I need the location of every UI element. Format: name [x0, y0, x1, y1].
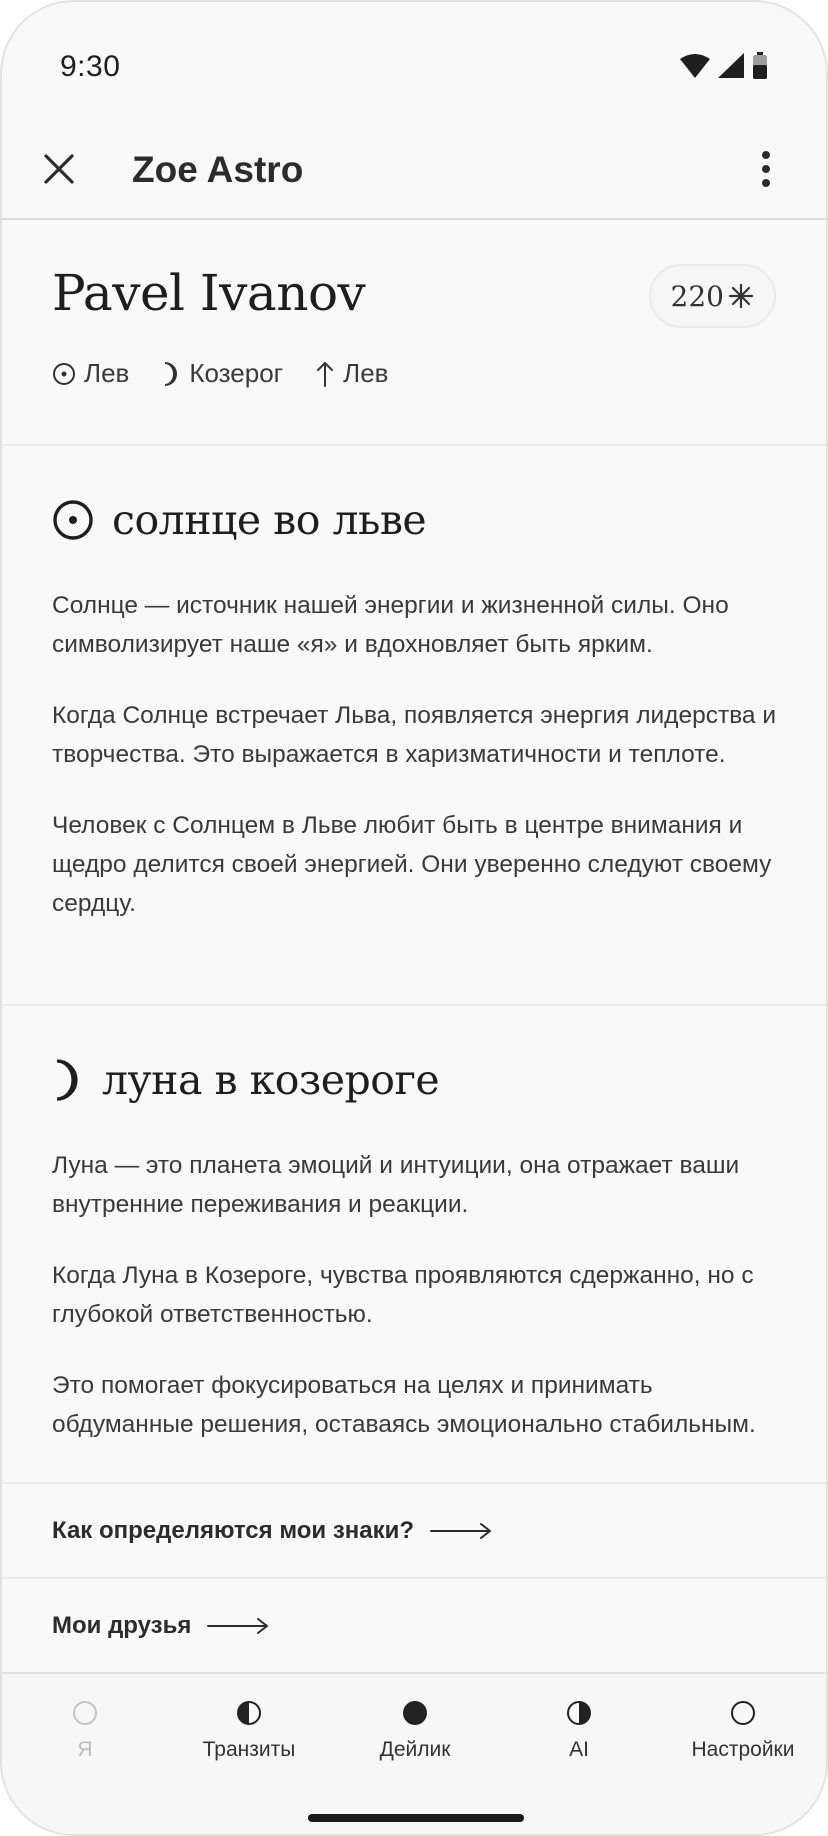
paragraph: Луна — это планета эмоций и интуиции, она отражает ваши внутренние переживания и реакции.: [52, 1152, 740, 1218]
sun-section: [2, 446, 826, 1006]
signs-row: [52, 358, 389, 389]
long-arrow-right-icon: [430, 1522, 492, 1540]
half-circle-icon: [236, 1700, 262, 1726]
status-bar: [2, 2, 826, 122]
paragraph: Когда Солнце встречает Льва, появляется энергия лидерства и творчества. Это выражается в харизматичности и теплоте.: [52, 702, 777, 768]
bottom-navigation: [2, 1672, 826, 1836]
nav-label-daily: Дейлик: [379, 1738, 451, 1761]
wifi-icon: [680, 53, 710, 79]
moon-section: [2, 1006, 826, 1482]
half-circle-right-icon: [566, 1700, 592, 1726]
battery-icon: [752, 52, 768, 80]
nav-label-me: Я: [77, 1738, 93, 1761]
sun-sign: [52, 358, 129, 389]
paragraph: Когда Луна в Козероге, чувства проявляются сдержанно, но с глубокой ответственностью.: [52, 1262, 754, 1328]
empty-circle-icon: [72, 1700, 98, 1726]
friends-link[interactable]: [2, 1577, 826, 1672]
friends-label: Мои друзья: [52, 1611, 192, 1639]
profile-header: [2, 220, 826, 446]
paragraph: Человек с Солнцем в Льве любит быть в центре внимания и щедро делится своей энергией. Они уверенно следуют своему сердцу.: [52, 812, 772, 917]
sun-symbol-icon: [52, 499, 94, 541]
app-title: Zoe Astro: [132, 149, 304, 190]
nav-item-transits[interactable]: [166, 1700, 332, 1780]
moon-sign: [161, 358, 283, 389]
nav-label-settings: Настройки: [691, 1738, 795, 1761]
how-signs-label: Как определяются мои знаки?: [52, 1516, 415, 1544]
filled-circle-icon: [402, 1700, 428, 1726]
sun-sign-label: Лев: [84, 358, 130, 388]
status-time: 9:30: [60, 50, 121, 83]
sun-section-title: солнце во льве: [112, 496, 427, 544]
nav-item-me[interactable]: [2, 1700, 168, 1780]
nav-item-daily[interactable]: [332, 1700, 498, 1780]
status-icons: [680, 52, 768, 80]
moon-sign-label: Козерог: [189, 358, 284, 388]
paragraph: Солнце — источник нашей энергии и жизненной силы. Оно символизирует наше «я» и вдохновляет быть ярким.: [52, 592, 729, 658]
how-signs-link[interactable]: [2, 1482, 826, 1577]
crescent-moon-icon: [161, 361, 181, 387]
sun-section-body: [52, 586, 782, 955]
paragraph: Это помогает фокусироваться на целях и принимать обдуманные решения, оставаясь эмоционально стабильным.: [52, 1372, 756, 1438]
ascendant-sign: [315, 358, 388, 389]
points-value: 220: [670, 279, 724, 313]
moon-section-title: луна в козероге: [102, 1056, 440, 1104]
home-indicator[interactable]: [308, 1814, 524, 1822]
nav-label-transits: Транзиты: [202, 1738, 296, 1761]
outline-circle-icon: [730, 1700, 756, 1726]
profile-name: Pavel Ivanov: [52, 264, 366, 322]
close-button[interactable]: [32, 142, 86, 196]
sun-section-header: [52, 496, 426, 544]
cellular-signal-icon: [718, 53, 744, 79]
app-bar: [2, 122, 826, 220]
nav-item-settings[interactable]: [660, 1700, 826, 1780]
ascendant-sign-label: Лев: [343, 358, 389, 388]
sun-symbol-icon: [52, 362, 76, 386]
moon-section-header: [52, 1056, 439, 1104]
long-arrow-right-icon: [207, 1617, 269, 1635]
more-menu-button[interactable]: [744, 142, 788, 196]
close-icon: [43, 153, 75, 185]
nav-item-ai[interactable]: [496, 1700, 662, 1780]
more-vertical-icon: [761, 150, 771, 188]
star-burst-icon: [728, 283, 754, 309]
up-arrow-icon: [315, 361, 335, 387]
points-badge[interactable]: [649, 264, 776, 328]
nav-label-ai: AI: [569, 1738, 589, 1761]
crescent-moon-icon: [52, 1058, 84, 1102]
moon-section-body: [52, 1146, 782, 1476]
